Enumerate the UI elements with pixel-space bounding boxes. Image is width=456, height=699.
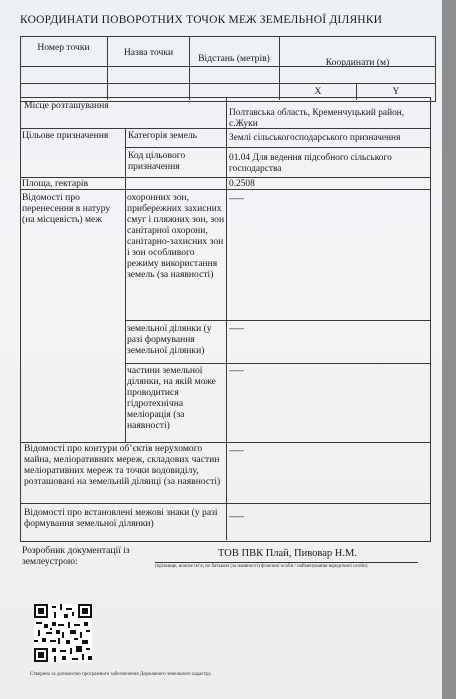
developer-caption: (прізвище, власне ім’я, по батькові (за наявності) фізичної особи / найменування юридичної особи)	[155, 564, 368, 569]
area-label: Площа, гектарів	[22, 178, 89, 189]
parts-label: частини земельної ділянки, на якій може проводитися гідротехнічна меліорація (за наявності)	[127, 365, 216, 431]
category-value: Землі сільськогосподарського призначення	[229, 133, 401, 143]
zones-label: охоронних зон, прибережних захисних смуг і пляжних зон, зон санітарної охорони, санітарно-захисних зон і зон особливого режиму використання земель (за наявності)	[127, 192, 225, 280]
footer-text: Створено за допомогою програмного забезпечення Державного земельного кадастру.	[30, 672, 212, 677]
qr-code	[34, 604, 92, 662]
transfer-label: Відомості про перенесення в натуру (на місцевість) меж	[22, 192, 111, 225]
code-label: Код цільового призначення	[128, 150, 186, 172]
category-label: Категорія земель	[128, 130, 198, 141]
signs-value: -----	[229, 511, 244, 521]
page-title: КООРДИНАТИ ПОВОРОТНИХ ТОЧОК МЕЖ ЗЕМЕЛЬНОЇ ДІЛЯНКИ	[20, 14, 383, 26]
developer-value: ТОВ ПВК Плай, Пивовар Н.М.	[218, 548, 357, 559]
header-y: Y	[392, 86, 400, 97]
header-distance: Відстань (метрів)	[198, 53, 270, 64]
code-value: 01.04 Для ведення підсобного сільського господарства	[229, 153, 392, 174]
parcel-value: -----	[229, 323, 244, 333]
parcel-label: земельної ділянки (у разі формування земельної ділянки)	[127, 323, 212, 356]
purpose-label: Цільове призначення	[22, 130, 109, 141]
objects-label: Відомості про контури об’єктів нерухомого майна, меліоративних мереж, складових частин меліоративних мереж та точки водовиділу, розташовані на земельній ділянці (за наявності)	[24, 443, 221, 487]
header-x: X	[314, 86, 322, 97]
signs-label: Відомості про встановлені межові знаки (у разі формування земельної ділянки)	[24, 507, 218, 529]
parts-value: -----	[229, 365, 244, 375]
location-label: Місце розташування	[24, 100, 109, 111]
objects-value: -----	[229, 445, 244, 455]
location-value: Полтавська область, Кременчуцький район, с.Жуки	[229, 108, 405, 129]
area-value: 0.2508	[229, 179, 255, 189]
header-point-number: Номер точки	[37, 42, 90, 53]
zones-value: -----	[229, 193, 244, 203]
developer-label: Розробник документації із землеустрою:	[22, 545, 130, 567]
header-point-name: Назва точки	[123, 47, 174, 58]
header-coordinates: Координати (м)	[325, 57, 390, 68]
